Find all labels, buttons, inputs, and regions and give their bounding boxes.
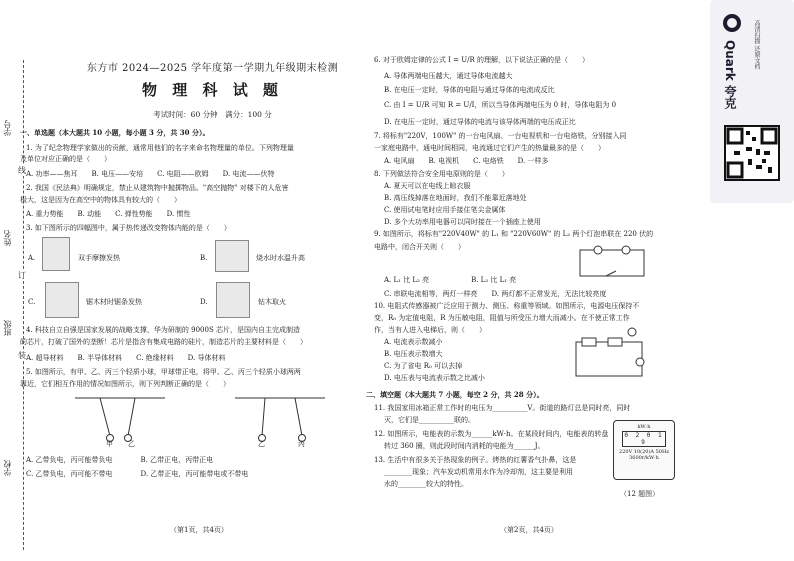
pendulum-label-1: 甲: [106, 440, 113, 448]
page-2-footer: （第2页，共4页）: [500, 526, 558, 534]
q10-line-1: 10. 电阻式传感器被广泛应用于测力、测压、称重等领域。如图所示，电源电压保持不: [374, 302, 640, 310]
q12-line-1: 12. 如图所示，电能表的示数为______kW·h。在某段时间内，电能表的转盘: [374, 430, 609, 438]
q2-line-2: 极大，这是因为在高空中的物体具有较大的（ ）: [20, 196, 181, 204]
qr-code-icon[interactable]: [724, 125, 780, 181]
q10-line-3: 作，当有人进入电梯后，则（ ）: [374, 326, 486, 334]
q1-options: A. 功率——焦耳 B. 电压——安培 C. 电阻——欧姆 D. 电流——伏特: [26, 170, 275, 178]
binding-mark-order: 订: [18, 271, 26, 280]
q2-options: A. 重力势能 B. 动能 C. 弹性势能 D. 惯性: [26, 210, 191, 218]
exam-meta: 考试时间：60 分钟 满分：100 分: [153, 110, 272, 119]
q13-line-1: 13. 生活中有很多关于热现象的例子。烤热的红薯香气扑鼻，这是: [374, 456, 577, 464]
q5-line-1: 5. 如图所示，有甲、乙、丙三个轻质小球，甲球带正电，将甲、乙、丙三个轻质小球两两: [26, 368, 301, 376]
q3-image-drill-fire: [216, 282, 250, 318]
section-2-heading: 二、填空题（本大题共 7 小题，每空 2 分，共 28 分）。: [366, 390, 544, 399]
meter-caption: （12 题图）: [620, 490, 660, 498]
subject-title: 物 理 科 试 题: [142, 81, 283, 99]
meter-revolutions: 3600r/kW·h: [629, 455, 659, 461]
q1-line-1: 1. 为了纪念物理学家做出的贡献，通常用他们的名字来命名物理量的单位。下列物理量: [26, 144, 294, 152]
binding-label-school: 学校: [3, 460, 12, 476]
q3-caption-b: 烧水时水温升高: [256, 254, 305, 262]
q9-options-ab: A. L₁ 比 L₂ 亮 B. L₂ 比 L₁ 亮: [384, 276, 517, 284]
q9-line-1: 9. 如图所示，将标有"220V40W" 的 L₁ 和 "220V60W" 的 L₂ 两个灯泡串联在 220 伏的: [374, 230, 654, 238]
q9-line-2: 电路中，闭合开关则（ ）: [374, 243, 465, 251]
binding-mark-bind: 装: [18, 351, 26, 360]
q4-line-1: 4. 科技自立自强是国家发展的战略支撑，华为研制的 9000S 芯片，是国内自主完成制造: [26, 326, 300, 334]
q6-stem: 6. 对于欧姆定律的公式 I = U/R 的理解，以下说法正确的是（ ）: [374, 56, 589, 64]
page-1-footer: （第1页，共4页）: [170, 526, 228, 534]
q6-option-d: D. 在电压一定时，通过导体的电流与该导体两端的电压成正比: [384, 118, 576, 126]
q10-option-d: D. 电压表与电流表示数之比减小: [384, 374, 485, 382]
exam-page-2: [366, 0, 660, 561]
q3-image-kettle: [215, 240, 249, 272]
section-1-heading: 一、单选题（本大题共 10 小题，每小题 3 分，共 30 分）。: [20, 128, 210, 137]
q13-line-3: 水的________较大的特性。: [384, 480, 468, 488]
q8-option-b: B. 高压线掉落在地面时，我们不能靠近落地处: [384, 194, 527, 202]
q3-caption-a: 双手摩擦发热: [78, 254, 120, 262]
quark-logo: [720, 8, 744, 128]
binding-label-class: 班级: [3, 320, 12, 336]
q3-caption-c: 锯木材时锯条发热: [86, 298, 142, 306]
q10-option-c: C. 为了省电 R₀ 可以去掉: [384, 362, 463, 370]
q8-option-d: D. 多个大功率用电器可以同时接在一个插座上使用: [384, 218, 541, 226]
q4-line-2: 的芯片，打破了国外的垄断！芯片是指含有集成电路的硅片，制造芯片的主要材料是（ ）: [20, 338, 307, 346]
q3-image-hands: [42, 237, 70, 271]
q7-line-2: 一家庭电路中，通电时间相同，电流通过它们产生的热量最多的是（ ）: [374, 144, 605, 152]
q2-line-1: 2. 我国《民法典》明确规定，禁止从建筑物中抛掷物品。"高空抛物" 对楼下的人危害: [26, 184, 289, 192]
q13-line-2: ________现象；汽车发动机常用水作为冷却剂，这主要是利用: [384, 468, 573, 476]
pendulum-label-4: 丙: [298, 440, 305, 448]
binding-label-student-id: 学号: [3, 120, 12, 136]
q5-options-cd: C. 乙带负电，丙可能不带电 D. 乙带正电，丙可能带电或不带电: [26, 470, 249, 478]
meter-rating: 220V 10(20)A 50Hz: [619, 449, 669, 455]
exam-title: 东方市 2024—2025 学年度第一学期九年级期末检测: [86, 63, 339, 74]
meter-unit: kW·h: [637, 424, 651, 430]
binding-label-name: 姓名: [3, 230, 12, 246]
quark-brand-name: Quark 夸克: [723, 40, 737, 109]
q8-stem: 8. 下列做法符合安全用电原则的是（ ）: [374, 170, 509, 178]
q5-options-ab: A. 乙带负电，丙可能带负电 B. 乙带正电，丙带正电: [26, 456, 214, 464]
exam-page-1: [20, 0, 385, 561]
meter-reading: 0 2 0 1 9: [622, 431, 666, 447]
q12-line-2: 转过 360 圈，则此段时间内消耗的电能为______J。: [384, 442, 545, 450]
q9-options-cd: C. 串联电流相等，两灯一样亮 D. 两灯都不正常发光，无法比较亮度: [384, 290, 607, 298]
q5-line-2: 靠近，它们相互作用的情况如图所示，则下列判断正确的是（ ）: [20, 380, 230, 388]
quark-logo-icon: [723, 14, 741, 32]
q11-line-2: 灭，它们是__________联的。: [384, 416, 475, 424]
q9-circuit-diagram: [576, 242, 648, 282]
quark-tagline: 高清扫描 还原文档: [753, 20, 760, 70]
q3-image-saw: [45, 282, 79, 318]
q7-options: A. 电风扇 B. 电视机 C. 电烙铁 D. 一样多: [384, 157, 549, 165]
q7-line-1: 7. 将标有"220V，100W" 的一台电风扇、一台电视机和一台电烙铁，分别接入同: [374, 132, 627, 140]
q8-option-a: A. 夏天可以在电线上晾衣服: [384, 182, 471, 190]
q3-caption-d: 钻木取火: [258, 298, 286, 306]
electricity-meter-figure: [613, 420, 675, 480]
q10-option-a: A. 电流表示数减小: [384, 338, 443, 346]
quark-scan-banner: [710, 0, 794, 203]
q6-option-b: B. 在电压一定时，导体的电阻与通过导体的电流成反比: [384, 86, 555, 94]
pendulum-label-2: 乙: [128, 440, 135, 448]
q8-option-c: C. 使用试电笔时应用手接住笔尖金属体: [384, 206, 506, 214]
q6-option-a: A. 导体两端电压越大，通过导体电流越大: [384, 72, 513, 80]
q11-line-1: 11. 我国家用冰箱正常工作时的电压为__________V。街道的路灯总是同时亮，同时: [374, 404, 631, 412]
q3-option-c: C.: [28, 298, 36, 306]
q6-option-c: C. 由 I = U/R 可知 R = U/I，所以当导体两端电压为 0 时，导体电阻为 0: [384, 101, 617, 109]
q3-stem: 3. 如下图所示的四幅图中，属于热传递改变物体内能的是（ ）: [26, 224, 231, 232]
q10-line-2: 变，R₀ 为定值电阻，R 为压敏电阻，阻值与所受压力增大而减小。在不使正常工作: [374, 314, 630, 322]
q3-option-a: A.: [28, 254, 36, 262]
q10-sensor-circuit: [570, 322, 650, 380]
q4-options: A. 超导材料 B. 半导体材料 C. 绝缘材料 D. 导体材料: [26, 354, 226, 362]
q3-option-d: D.: [200, 298, 208, 306]
q10-option-b: B. 电压表示数增大: [384, 350, 443, 358]
q3-option-b: B.: [200, 254, 208, 262]
binding-mark-line: 线: [18, 166, 26, 175]
q1-line-2: 及单位对应正确的是（ ）: [20, 155, 111, 163]
pendulum-label-3: 乙: [258, 440, 265, 448]
